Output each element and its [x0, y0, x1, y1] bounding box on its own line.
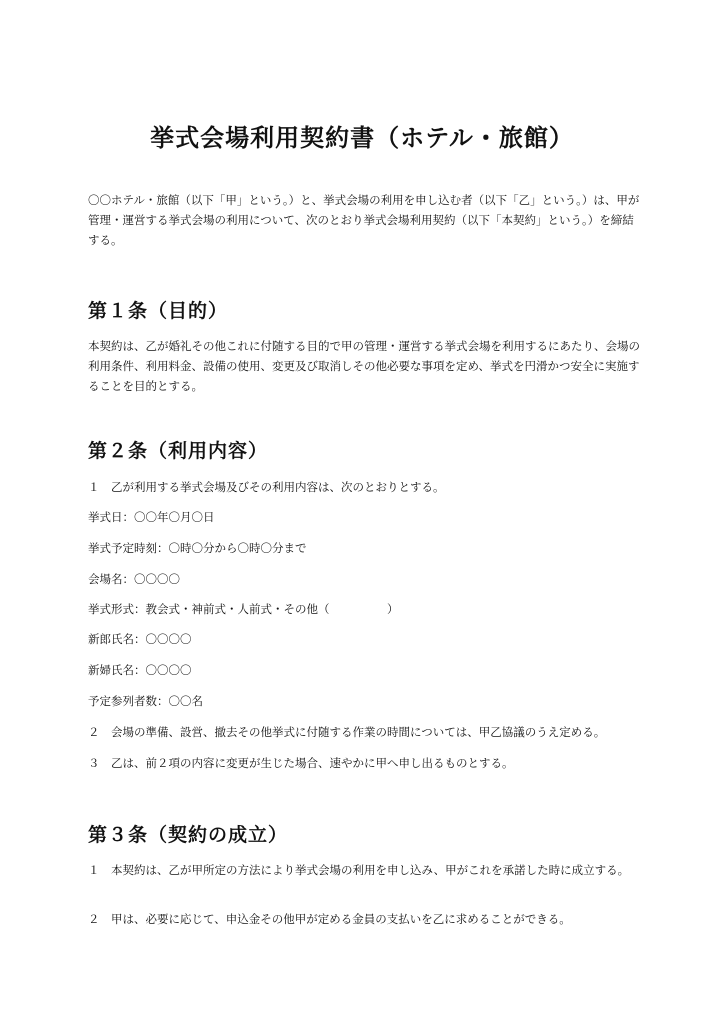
article-2-item-2: ２ 会場の準備、設営、撤去その他挙式に付随する作業の時間については、甲乙協議のうえ定める。 — [88, 725, 606, 739]
article-1-heading: 第１条（目的） — [88, 300, 229, 322]
article-2-item-1: １ 乙が利用する挙式会場及びその利用内容は、次のとおりとする。 — [88, 480, 445, 494]
article-3-item-1: １ 本契約は、乙が甲所定の方法により挙式会場の利用を申し込み、甲がこれを承諾した時に成立する。 — [88, 863, 630, 877]
article-1-body: 本契約は、乙が婚礼その他これに付随する目的で甲の管理・運営する挙式会場を利用するにあたり、会場の利用条件、利用料金、設備の使用、変更及び取消しその他必要な事項を定め、挙式を円滑かつ安全に実施することを目的とする。 — [88, 339, 640, 393]
ceremony-style-line: 挙式形式：教会式・神前式・人前式・その他（ ） — [88, 602, 399, 616]
groom-name-line: 新郎氏名：〇〇〇〇 — [88, 632, 192, 646]
article-2-heading: 第２条（利用内容） — [88, 440, 269, 462]
ceremony-time-line: 挙式予定時刻：〇時〇分から〇時〇分まで — [88, 541, 307, 555]
document-title: 挙式会場利用契約書（ホテル・旅館） — [150, 124, 574, 152]
guest-count-line: 予定参列者数：〇〇名 — [88, 694, 203, 708]
preamble-paragraph: 〇〇ホテル・旅館（以下「甲」という。）と、挙式会場の利用を申し込む者（以下「乙」という。）は、甲が管理・運営する挙式会場の利用について、次のとおり挙式会場利用契約（以下「本契約」という。）を締結する。 — [88, 193, 640, 247]
venue-name-line: 会場名：〇〇〇〇 — [88, 572, 180, 586]
ceremony-date-line: 挙式日：〇〇年〇月〇日 — [88, 510, 215, 524]
article-3-heading: 第３条（契約の成立） — [88, 824, 289, 846]
article-3-item-2: ２ 甲は、必要に応じて、申込金その他甲が定める金員の支払いを乙に求めることができる。 — [88, 912, 571, 926]
article-2-item-3: ３ 乙は、前２項の内容に変更が生じた場合、速やかに甲へ申し出るものとする。 — [88, 756, 514, 770]
bride-name-line: 新婦氏名：〇〇〇〇 — [88, 663, 192, 677]
